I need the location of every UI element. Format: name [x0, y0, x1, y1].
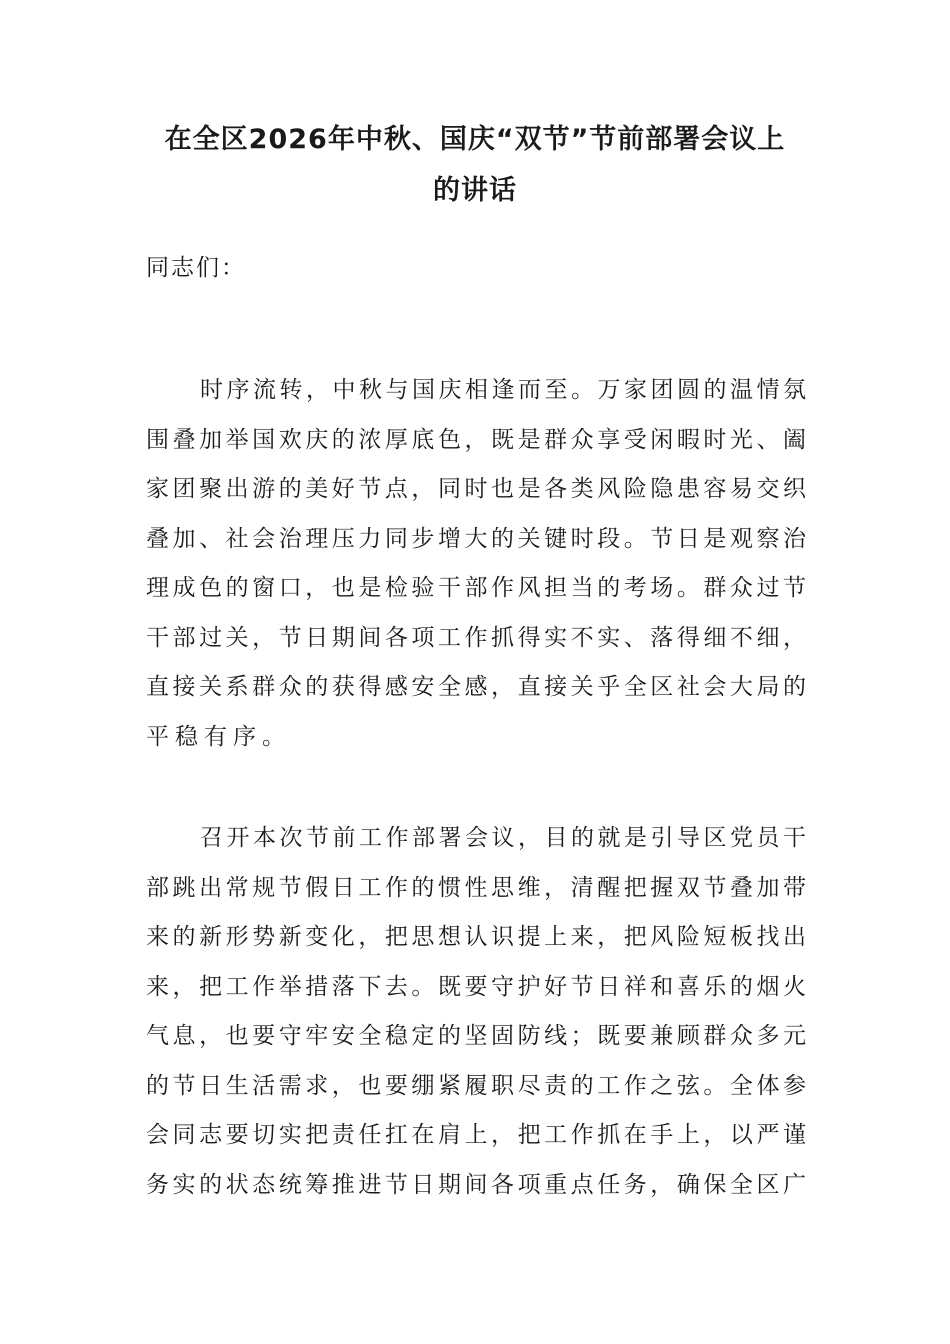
- paragraph-line: 的节日生活需求，也要绷紧履职尽责的工作之弦。全体参: [146, 1072, 806, 1099]
- paragraph-line: 召开本次节前工作部署会议，目的就是引导区党员干: [200, 825, 806, 851]
- paragraph-line: 理成色的窗口，也是检验干部作风担当的考场。群众过节: [146, 575, 806, 601]
- document-title-line-1: 在全区2026年中秋、国庆“双节”节前部署会议上: [164, 124, 786, 155]
- paragraph-line: 直接关系群众的获得感安全感，直接关乎全区社会大局的: [146, 674, 806, 700]
- paragraph-line: 围叠加举国欢庆的浓厚底色，既是群众享受闲暇时光、阖: [146, 426, 806, 453]
- paragraph-line: 部跳出常规节假日工作的惯性思维，清醒把握双节叠加带: [146, 874, 806, 901]
- paragraph-line: 来的新形势新变化，把思想认识提上来，把风险短板找出: [146, 924, 806, 950]
- paragraph-line: 家团聚出游的美好节点，同时也是各类风险隐患容易交织: [146, 476, 806, 502]
- document-title-line-2: 的讲话: [433, 175, 517, 206]
- salutation: 同志们：: [146, 255, 246, 281]
- paragraph-line: 时序流转，中秋与国庆相逢而至。万家团圆的温情氛: [200, 377, 806, 403]
- paragraph-line: 会同志要切实把责任扛在肩上，把工作抓在手上，以严谨: [146, 1122, 806, 1148]
- paragraph-line: 务实的状态统筹推进节日期间各项重点任务，确保全区广: [146, 1171, 806, 1198]
- paragraph-line: 气息，也要守牢安全稳定的坚固防线；既要兼顾群众多元: [146, 1023, 806, 1049]
- paragraph-line: 叠加、社会治理压力同步增大的关键时段。节日是观察治: [146, 525, 806, 552]
- paragraph-2: [146, 814, 806, 1210]
- paragraph-line: 平稳有序。: [146, 723, 291, 750]
- paragraph-line: 来，把工作举措落下去。既要守护好节日祥和喜乐的烟火: [146, 973, 806, 1000]
- paragraph-1: [146, 366, 806, 762]
- paragraph-line: 干部过关，节日期间各项工作抓得实不实、落得细不细，: [146, 624, 806, 651]
